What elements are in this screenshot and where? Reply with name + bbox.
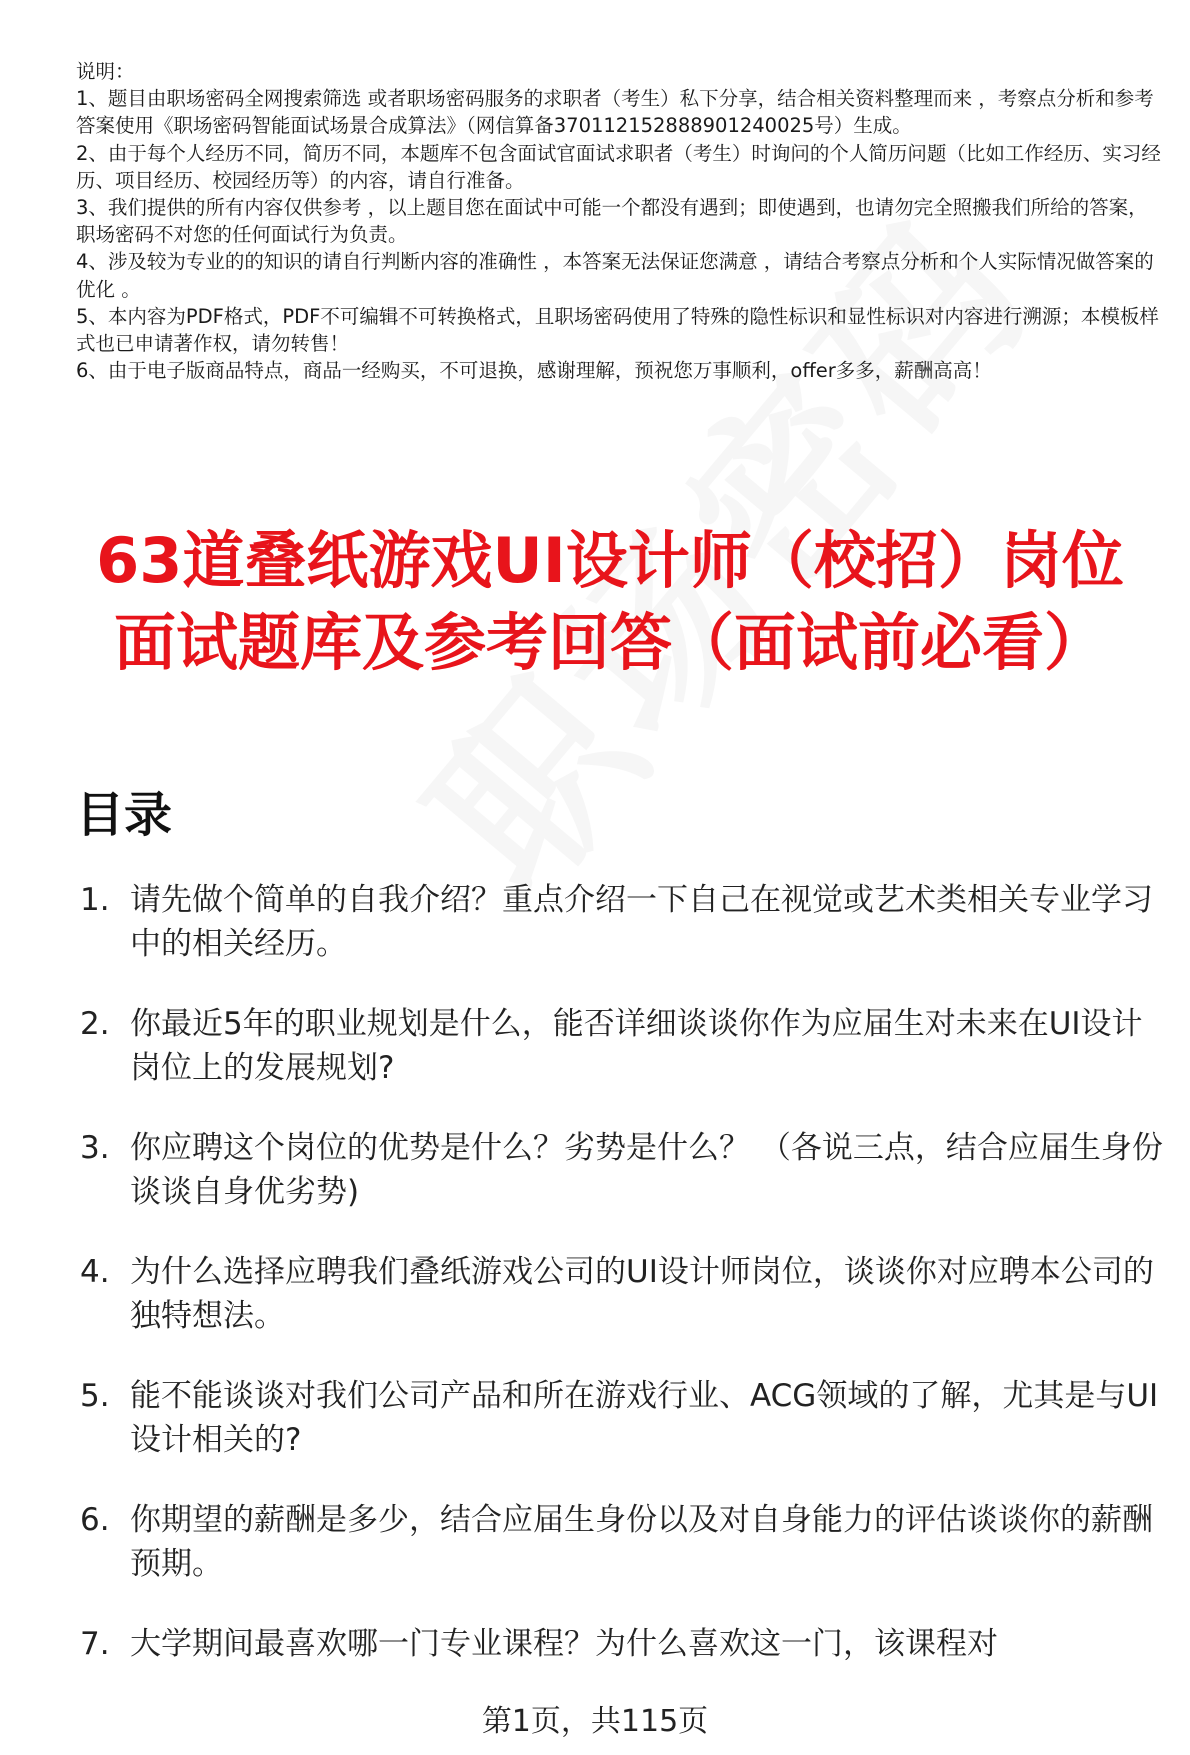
toc-item-text: 能不能谈谈对我们公司产品和所在游戏行业、ACG领域的了解，尤其是与UI设计相关的?	[130, 1378, 1159, 1458]
toc-item-number: 5.	[80, 1378, 110, 1414]
toc-item-text: 大学期间最喜欢哪一门专业课程？为什么喜欢这一门，该课程对	[130, 1626, 998, 1662]
toc-item-number: 1.	[80, 882, 110, 918]
toc-item[interactable]	[76, 1126, 1166, 1214]
toc-item-number: 7.	[80, 1626, 110, 1662]
note-item-1: 1、题目由职场密码全网搜索筛选 或者职场密码服务的求职者（考生）私下分享，结合相关资料整理而来 ，考察点分析和参考答案使用《职场密码智能面试场景合成算法》（网信算备370112152888901240025号）生成。	[76, 87, 1154, 138]
note-item-5: 5、本内容为PDF格式，PDF不可编辑不可转换格式，且职场密码使用了特殊的隐性标识和显性标识对内容进行溯源；本模板样式也已申请著作权，请勿转售！	[76, 304, 1159, 356]
toc-item[interactable]	[76, 878, 1166, 966]
toc-item[interactable]	[76, 1250, 1166, 1338]
notes-title: 说明：	[76, 60, 135, 83]
note-item-6: 6、由于电子版商品特点，商品一经购买，不可退换，感谢理解，预祝您万事顺利，offer多多，薪酬高高！	[76, 359, 992, 383]
toc-item-text: 为什么选择应聘我们叠纸游戏公司的UI设计师岗位，谈谈你对应聘本公司的独特想法。	[130, 1254, 1154, 1334]
toc-item-text: 请先做个简单的自我介绍？重点介绍一下自己在视觉或艺术类相关专业学习中的相关经历。	[130, 882, 1153, 962]
toc-item-number: 6.	[80, 1502, 110, 1538]
note-item-4: 4、涉及较为专业的的知识的请自行判断内容的准确性 ，本答案无法保证您满意 ，请结合考察点分析和个人实际情况做答案的优化 。	[76, 250, 1154, 301]
toc-item-number: 4.	[80, 1254, 110, 1290]
toc-list	[76, 878, 1166, 1702]
toc-item[interactable]	[76, 1622, 1166, 1666]
toc-item-number: 3.	[80, 1130, 110, 1166]
disclaimer-notes	[76, 58, 1166, 384]
toc-heading: 目录	[76, 787, 173, 843]
toc-item-text: 你应聘这个岗位的优势是什么？劣势是什么？ （各说三点，结合应届生身份谈谈自身优劣势)	[130, 1130, 1163, 1210]
note-item-3: 3、我们提供的所有内容仅供参考 ，以上题目您在面试中可能一个都没有遇到；即使遇到，也请勿完全照搬我们所给的答案，职场密码不对您的任何面试行为负责。	[76, 196, 1148, 247]
toc-item-text: 你最近5年的职业规划是什么，能否详细谈谈你作为应届生对未来在UI设计岗位上的发展规划?	[130, 1006, 1143, 1086]
toc-item-text: 你期望的薪酬是多少，结合应届生身份以及对自身能力的评估谈谈你的薪酬预期。	[130, 1502, 1153, 1582]
toc-item-number: 2.	[80, 1006, 110, 1042]
document-title: 63道叠纸游戏UI设计师（校招）岗位面试题库及参考回答（面试前必看）	[96, 523, 1124, 679]
note-item-2: 2、由于每个人经历不同，简历不同，本题库不包含面试官面试求职者（考生）时询问的个人简历问题（比如工作经历、实习经历、项目经历、校园经历等）的内容，请自行准备。	[76, 141, 1161, 192]
page-footer: 第1页，共115页	[481, 1704, 709, 1739]
toc-item[interactable]	[76, 1374, 1166, 1462]
toc-item[interactable]	[76, 1002, 1166, 1090]
toc-item[interactable]	[76, 1498, 1166, 1586]
